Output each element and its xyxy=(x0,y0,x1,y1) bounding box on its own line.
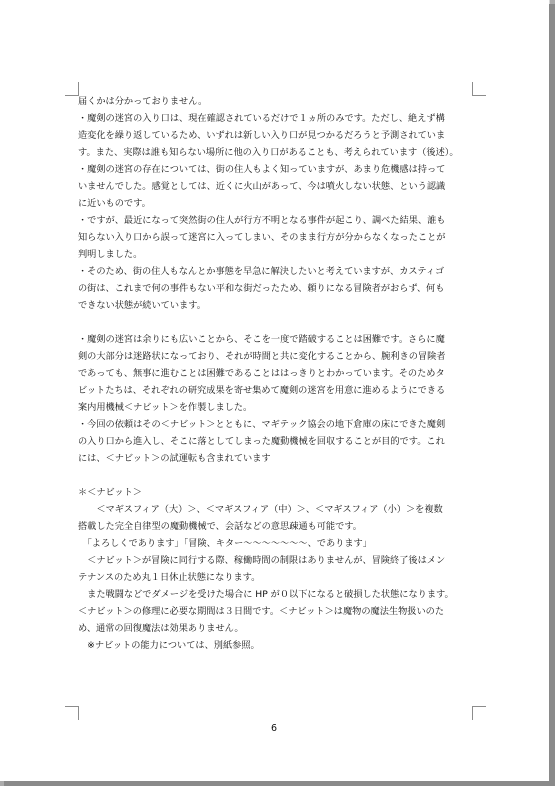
text-line: 案内用機械＜ナビット＞を作製しました。 xyxy=(78,402,253,413)
text-line: に近いものです。 xyxy=(78,198,151,209)
text-line: ・今回の依頼はその＜ナビット＞とともに、マギテック協会の地下倉庫の床にできた魔剣 xyxy=(78,419,446,430)
text-line: す。また、実際は誰も知らない場所に他の入り口があることも、考えられています（後述）。 xyxy=(78,147,459,158)
crop-mark-bottom-right xyxy=(472,706,486,720)
text-line: ＊＜ナビット＞ xyxy=(78,487,142,498)
text-line: 搭載した完全自律型の魔動機械で、会話などの意思疎通も可能です。 xyxy=(78,521,362,532)
text-line: の街は、これまで何の事件もない平和な街だったため、頼りになる冒険者がおらず、何も xyxy=(78,283,445,294)
text-line: 剣の大部分は迷路状になっており、それが時間と共に変化することから、腕利きの冒険者 xyxy=(78,351,446,362)
text-line: 届くかは分かっておりません。 xyxy=(78,96,208,107)
page-shadow-right xyxy=(549,4,555,786)
crop-mark-top-right xyxy=(472,82,486,96)
text-line: ＜ナビット＞の修理に必要な期間は３日間です。＜ナビット＞は魔物の魔法生物扱いのた xyxy=(78,606,445,617)
page-shadow-bottom xyxy=(4,781,555,786)
text-line: ・ですが、最近になって突然街の住人が行方不明となる事件が起こり、調べた結果、誰も xyxy=(78,215,446,226)
text-line: ・魔剣の迷宮は余りにも広いことから、そこを一度で踏破することは困難です。さらに魔 xyxy=(78,334,445,345)
text-line xyxy=(78,467,472,484)
text-line: また戦闘などでダメージを受けた場合に HP が０以下になると破損した状態になります。 xyxy=(78,589,454,600)
text-line: ＜ナビット＞が冒険に同行する際、稼働時間の制限はありませんが、冒険終了後はメン xyxy=(78,555,446,566)
text-line: ※ナビットの能力については、別紙参照。 xyxy=(78,640,260,651)
text-line: ・そのため、街の住人もなんとか事態を早急に解決したいと考えていますが、カスティゴ xyxy=(78,266,445,277)
text-line: ・魔剣の迷宮の入り口は、現在確認されているだけで１ヵ所のみです。ただし、絶えず構 xyxy=(78,113,445,124)
text-line: 「よろしくであります」「冒険、キター～～～～～～～、であります」 xyxy=(78,538,372,549)
page-number: 6 xyxy=(270,723,278,734)
text-line: 判明しました。 xyxy=(78,249,143,260)
body-text[interactable] xyxy=(78,93,472,654)
text-line: 造変化を繰り返しているため、いずれは新しい入り口が見つかるだろうと予測されていま xyxy=(78,130,446,141)
text-line: には、＜ナビット＞の試運転も含まれています xyxy=(78,453,271,464)
text-line: の入り口から進入し、そこに落としてしまった魔動機械を回収することが目的です。これ xyxy=(78,436,445,447)
text-line: ビットたちは、それぞれの研究成果を寄せ集めて魔剣の迷宮を用意に進めるようにできる xyxy=(78,385,446,396)
text-line: できない状態が続いています。 xyxy=(78,300,206,311)
text-line: 知らない入り口から誤って迷宮に入ってしまい、そのまま行方が分からなくなったことが xyxy=(78,232,446,243)
text-line xyxy=(78,314,472,331)
crop-mark-top-left xyxy=(65,82,79,96)
text-line: め、通常の回復魔法は効果ありません。 xyxy=(78,623,244,634)
text-line: テナンスのため丸１日休止状態になります。 xyxy=(78,572,261,583)
text-line: ・魔剣の迷宮の存在については、街の住人もよく知っていますが、あまり危機感は持って xyxy=(78,164,446,175)
crop-mark-bottom-left xyxy=(65,706,79,720)
text-line: いませんでした。感覚としては、近くに火山があって、今は噴火しない状態、という認識 xyxy=(78,181,446,192)
text-line: であっても、無事に進むことは困難であることははっきりとわかっています。そのためタ xyxy=(78,368,445,379)
text-line: ＜マギスフィア（大）＞、＜マギスフィア（中）＞、＜マギスフィア（小）＞を複数 xyxy=(78,504,443,515)
